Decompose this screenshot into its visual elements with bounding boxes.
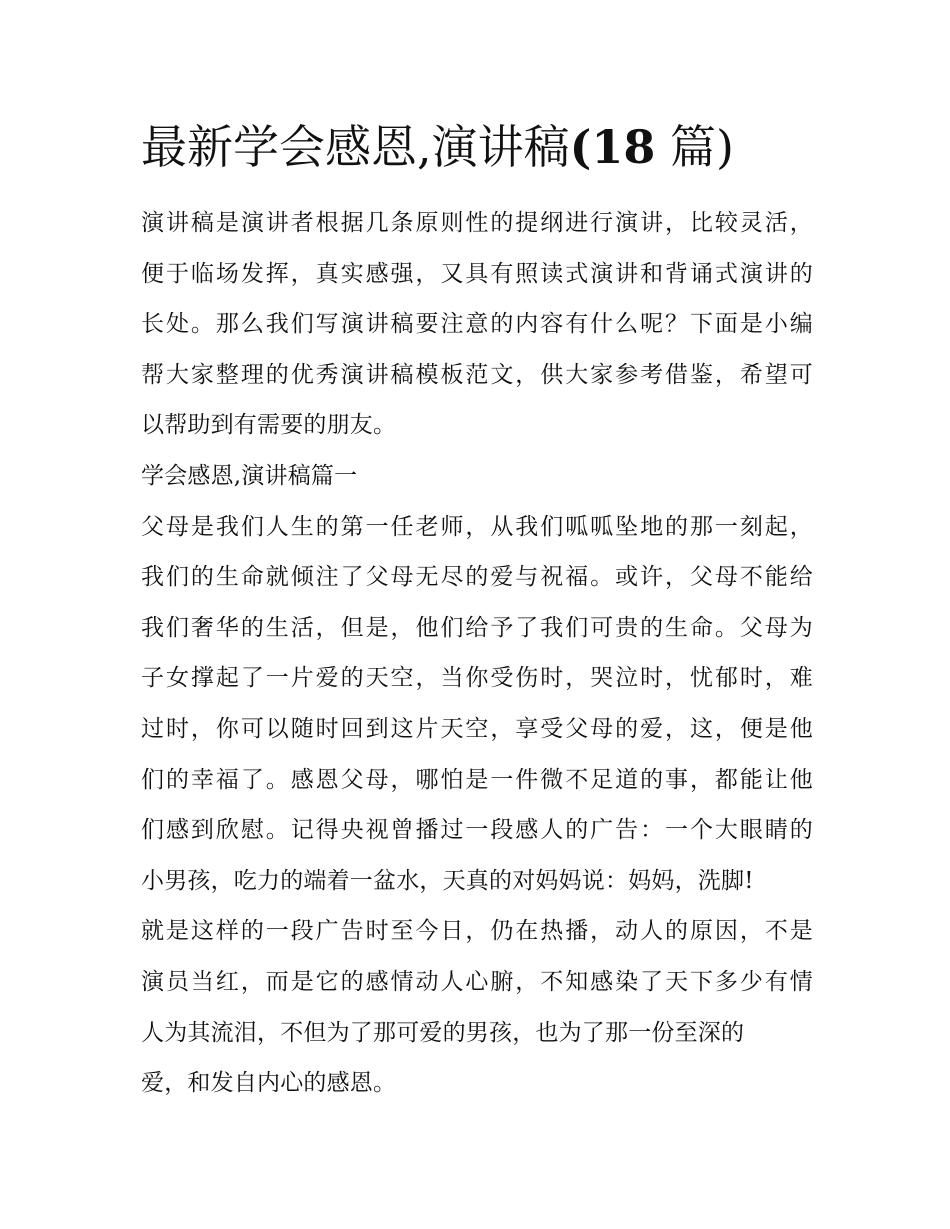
intro-paragraph: [141, 198, 813, 451]
intro-line: 以帮助到有需要的朋友。: [141, 412, 397, 439]
body-line: 我们奢华的生活，但是，他们给予了我们可贵的生命。父母为: [141, 614, 813, 641]
body-line: 就是这样的一段广告时至今日，仍在热播，动人的原因，不是: [141, 918, 813, 945]
intro-line: 长处。那么我们写演讲稿要注意的内容有什么呢？下面是小编: [141, 311, 813, 338]
body-line: 小男孩，吃力的端着一盆水，天真的对妈妈说：妈妈，洗脚!: [141, 867, 754, 894]
body-paragraph: [141, 502, 813, 1109]
section-heading: 学会感恩,演讲稿篇一: [141, 462, 358, 489]
body-line: 们感到欣慰。记得央视曾播过一段感人的广告：一个大眼睛的: [141, 817, 813, 844]
body-line: 演员当红，而是它的感情动人心腑，不知感染了天下多少有情: [141, 968, 813, 995]
body-line: 我们的生命就倾注了父母无尽的爱与祝福。或许，父母不能给: [141, 564, 813, 591]
body-line: 们的幸福了。感恩父母，哪怕是一件微不足道的事，都能让他: [141, 766, 813, 793]
document-title: 最新学会感恩,演讲稿(18 篇): [141, 120, 734, 174]
body-line: 爱，和发自内心的感恩。: [141, 1070, 397, 1097]
intro-line: 帮大家整理的优秀演讲稿模板范文，供大家参考借鉴，希望可: [141, 361, 813, 388]
document-page: [141, 112, 813, 1109]
intro-line: 演讲稿是演讲者根据几条原则性的提纲进行演讲，比较灵活，: [141, 210, 813, 236]
body-line: 父母是我们人生的第一任老师，从我们呱呱坠地的那一刻起，: [141, 513, 813, 540]
body-line: 人为其流泪，不但为了那可爱的男孩，也为了那一份至深的: [141, 1019, 745, 1046]
body-line: 过时，你可以随时回到这片天空，享受父母的爱，这，便是他: [141, 715, 813, 742]
body-line: 子女撑起了一片爱的天空，当你受伤时，哭泣时，忧郁时，难: [141, 665, 813, 692]
intro-line: 便于临场发挥，真实感强，又具有照读式演讲和背诵式演讲的: [141, 260, 813, 287]
